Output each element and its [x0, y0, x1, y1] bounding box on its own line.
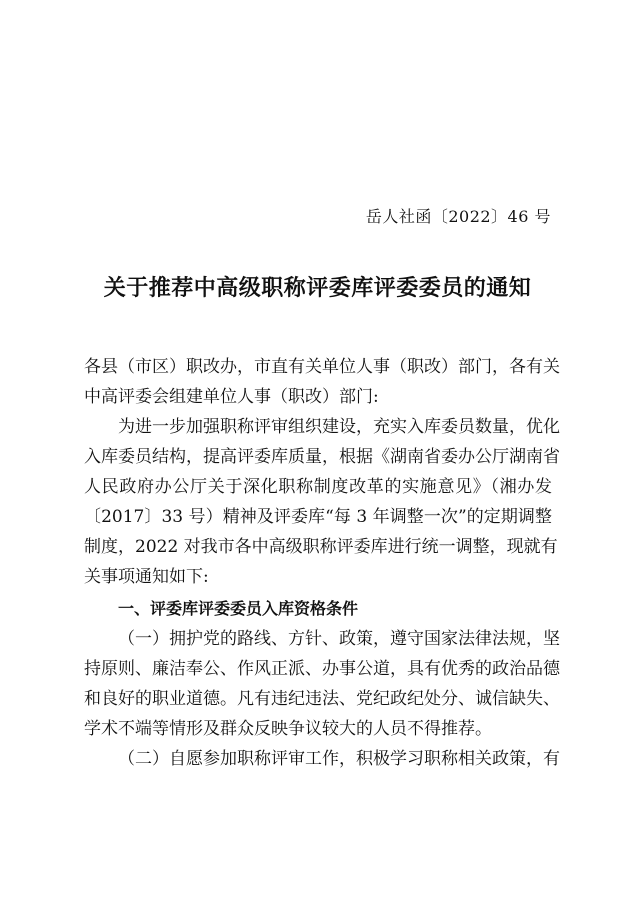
section-heading: 一、评委库评委委员入库资格条件: [118, 599, 359, 618]
salutation: [84, 352, 560, 412]
salutation-line: 中高评委会组建单位人事（职改）部门:: [84, 387, 379, 407]
paragraph-line: 制度，2022 对我市各中高级职称评委库进行统一调整，现就有: [84, 537, 558, 557]
paragraph-line: 人民政府办公厅关于深化职称制度改革的实施意见》（湘办发: [84, 477, 552, 497]
paragraph-line: 关事项通知如下:: [84, 567, 209, 587]
document-number: 岳人社函〔2022〕46 号: [365, 207, 551, 226]
document-title: 关于推荐中高级职称评委库评委委员的通知: [103, 275, 532, 301]
paragraph-line: 学术不端等情形及群众反映争议较大的人员不得推荐。: [84, 719, 492, 739]
paragraph-line: 入库委员结构，提高评委库质量，根据《湖南省委办公厅湖南省: [84, 447, 560, 467]
paragraph-line: （二）自愿参加职称评审工作，积极学习职称相关政策，有: [118, 749, 560, 769]
paragraph-line: （一）拥护党的路线、方针、政策，遵守国家法律法规，坚: [118, 629, 560, 649]
paragraph-line: 〔2017〕33 号）精神及评委库“每 3 年调整一次”的定期调整: [84, 507, 552, 527]
paragraph-line: 为进一步加强职称评审组织建设，充实入库委员数量，优化: [118, 417, 560, 437]
paragraph-line: 持原则、廉洁奉公、作风正派、办事公道，具有优秀的政治品德: [84, 659, 560, 679]
paragraph-line: 和良好的职业道德。凡有违纪违法、党纪政纪处分、诚信缺失、: [84, 689, 560, 709]
item-1-paragraph: [84, 624, 560, 744]
item-2-paragraph: [84, 744, 560, 774]
salutation-line: 各县（市区）职改办，市直有关单位人事（职改）部门，各有关: [84, 357, 560, 377]
intro-paragraph: [84, 412, 560, 592]
document-body: [84, 352, 560, 774]
